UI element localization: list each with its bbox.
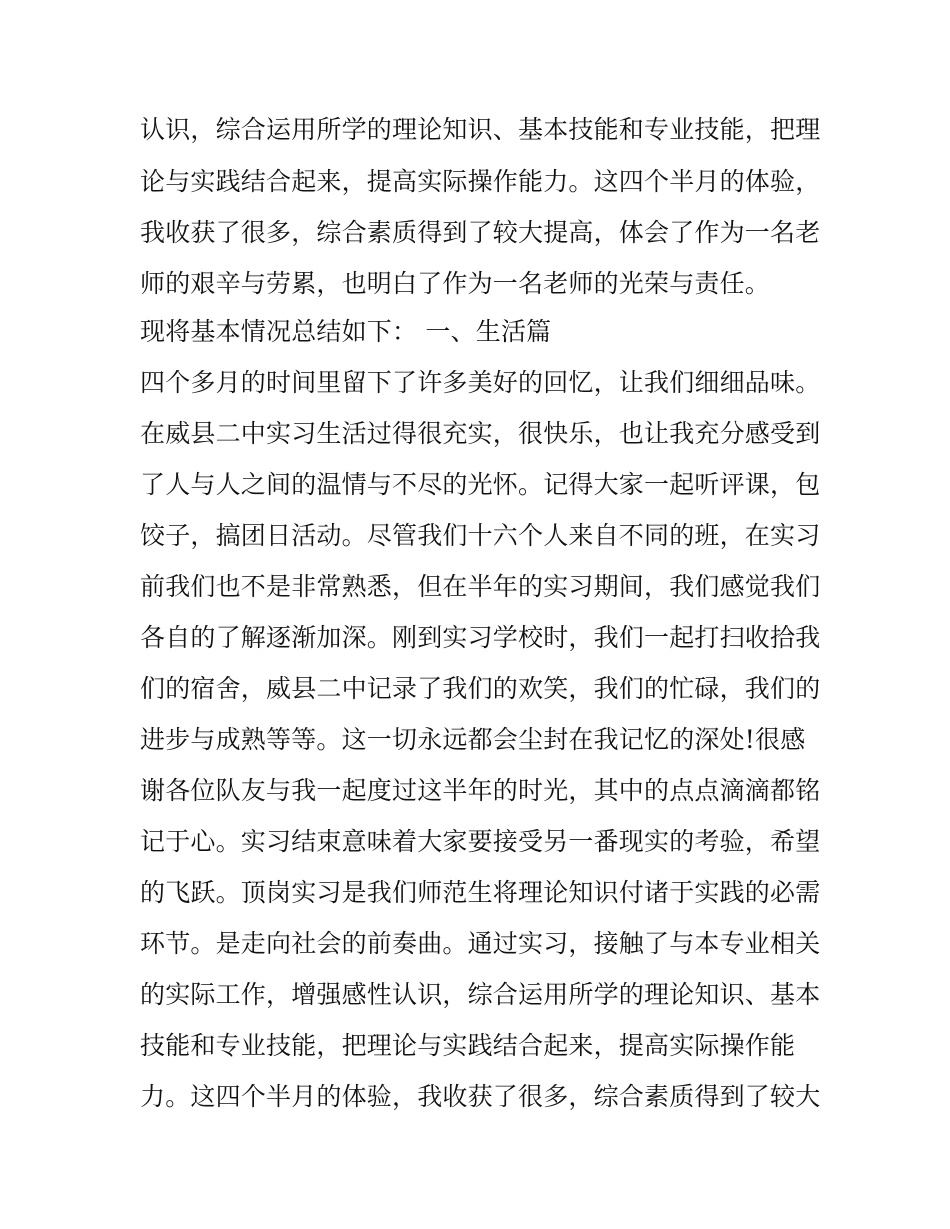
text-line-12: 们的宿舍，威县二中记录了我们的欢笑，我们的忙碌，我们的 xyxy=(140,674,821,703)
text-line-1: 认识，综合运用所学的理论知识、基本技能和专业技能，把理 xyxy=(140,115,821,144)
text-line-6: 四个多月的时间里留下了许多美好的回忆，让我们细细品味。 xyxy=(140,368,821,397)
text-line-10: 前我们也不是非常熟悉，但在半年的实习期间，我们感觉我们 xyxy=(140,572,821,601)
text-line-13: 进步与成熟等等。这一切永远都会尘封在我记忆的深处!很感 xyxy=(140,725,806,754)
text-line-11: 各自的了解逐渐加深。刚到实习学校时，我们一起打扫收拾我 xyxy=(140,623,821,652)
text-line-15: 记于心。实习结束意味着大家要接受另一番现实的考验，希望 xyxy=(140,827,821,856)
text-line-19: 技能和专业技能，把理论与实践结合起来，提高实际操作能 xyxy=(140,1031,796,1060)
text-line-9: 饺子，搞团日活动。尽管我们十六个人来自不同的班，在实习 xyxy=(140,521,821,550)
text-line-7: 在威县二中实习生活过得很充实，很快乐，也让我充分感受到 xyxy=(140,419,821,448)
text-line-3: 我收获了很多，综合素质得到了较大提高，体会了作为一名老 xyxy=(140,218,821,247)
text-line-16: 的飞跃。顶岗实习是我们师范生将理论知识付诸于实践的必需 xyxy=(140,878,821,907)
text-line-14: 谢各位队友与我一起度过这半年的时光，其中的点点滴滴都铭 xyxy=(140,776,821,805)
text-line-8: 了人与人之间的温情与不尽的光怀。记得大家一起听评课，包 xyxy=(140,470,821,499)
text-line-17: 环节。是走向社会的前奏曲。通过实习，接触了与本专业相关 xyxy=(140,929,821,958)
text-line-4: 师的艰辛与劳累，也明白了作为一名老师的光荣与责任。 xyxy=(140,269,771,298)
text-line-20: 力。这四个半月的体验，我收获了很多，综合素质得到了较大 xyxy=(140,1082,821,1111)
text-line-18: 的实际工作，增强感性认识，综合运用所学的理论知识、基本 xyxy=(140,980,821,1009)
section-heading-line: 现将基本情况总结如下： 一、生活篇 xyxy=(140,317,552,346)
text-line-2: 论与实践结合起来，提高实际操作能力。这四个半月的体验， xyxy=(140,167,821,196)
